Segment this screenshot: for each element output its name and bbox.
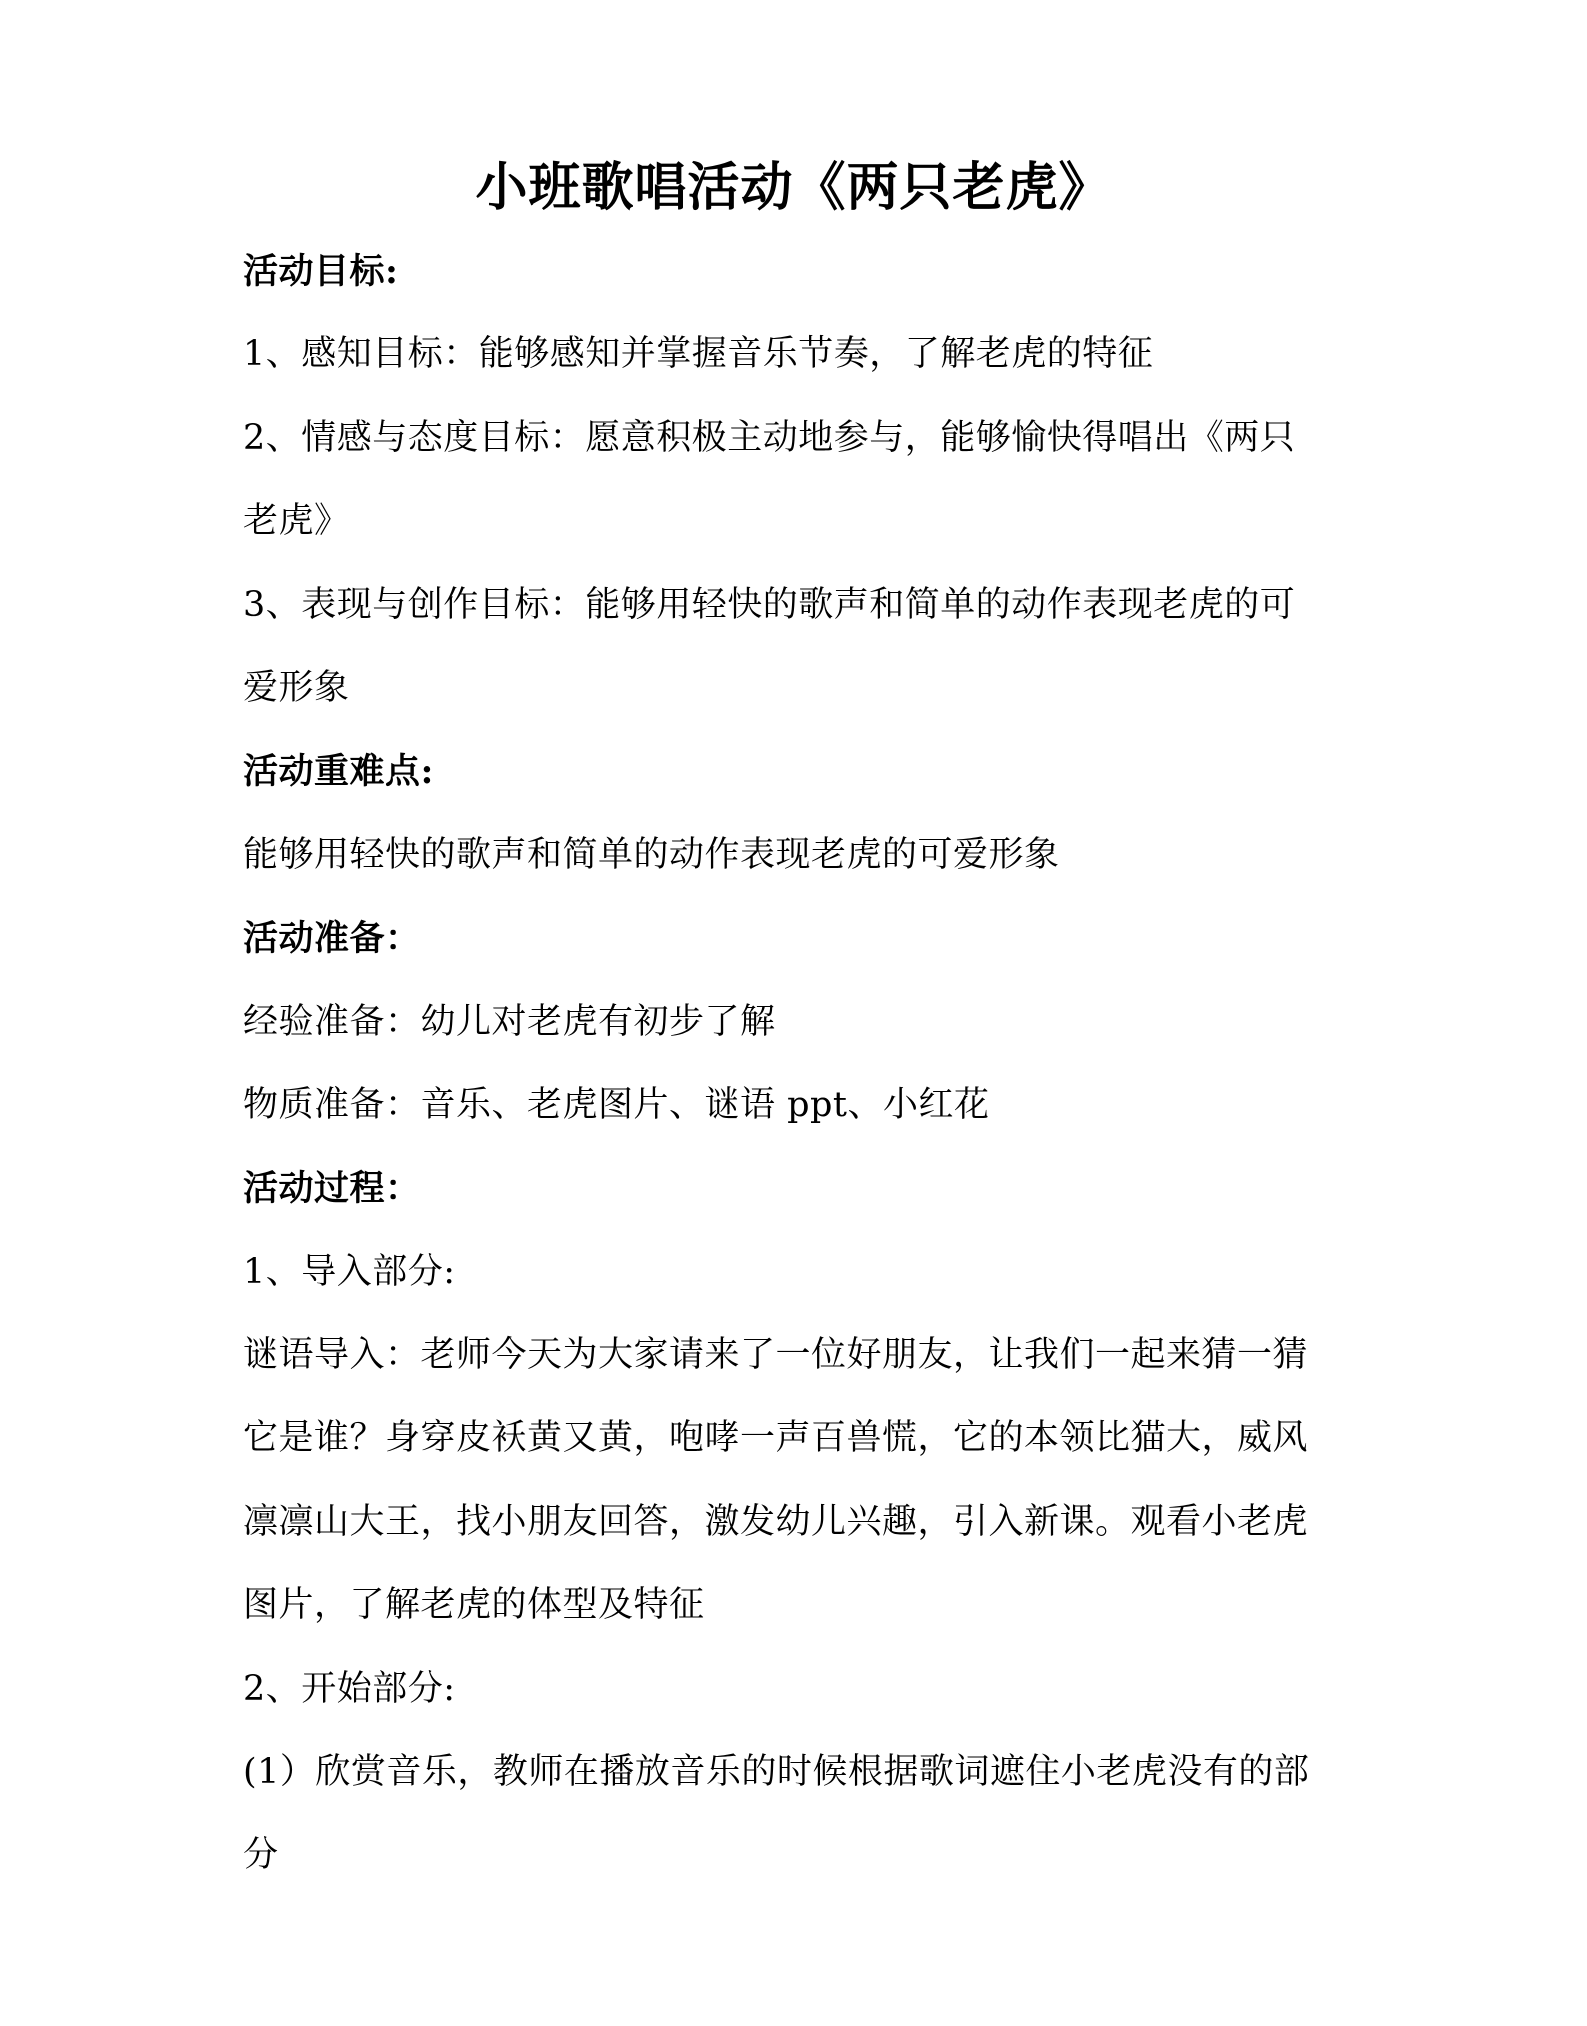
- process-step-1-text-line-4: 图片，了解老虎的体型及特征: [243, 1585, 705, 1626]
- goal-expression-line-2: 爱形象: [243, 667, 350, 708]
- preparation-materials: 物质准备：音乐、老虎图片、谜语 ppt、小红花: [243, 1084, 990, 1125]
- process-step-1-text-line-2: 它是谁？身穿皮袄黄又黄，咆哮一声百兽慌，它的本领比猫大，威风: [243, 1418, 1309, 1459]
- process-step-1-text-line-3: 凛凛山大王，找小朋友回答，激发幼儿兴趣，引入新课。观看小老虎: [243, 1501, 1309, 1542]
- process-step-1-text-line-1: 谜语导入：老师今天为大家请来了一位好朋友，让我们一起来猜一猜: [243, 1335, 1309, 1376]
- process-step-1-title: 1、导入部分:: [243, 1251, 456, 1292]
- process-step-2-item-1-line-2: 分: [243, 1835, 279, 1876]
- section-heading-key-points: 活动重难点:: [243, 751, 434, 793]
- key-points-text: 能够用轻快的歌声和简单的动作表现老虎的可爱形象: [243, 834, 1060, 875]
- section-heading-preparation: 活动准备：: [243, 918, 421, 960]
- goal-emotion-line-1: 2、情感与态度目标：愿意积极主动地参与，能够愉快得唱出《两只: [243, 417, 1296, 458]
- goal-expression-line-1: 3、表现与创作目标：能够用轻快的歌声和简单的动作表现老虎的可: [243, 584, 1296, 625]
- goal-emotion-line-2: 老虎》: [243, 501, 350, 542]
- process-step-2-item-1-line-1: (1）欣赏音乐，教师在播放音乐的时候根据歌词遮住小老虎没有的部: [243, 1752, 1310, 1793]
- section-heading-goals: 活动目标:: [243, 251, 399, 292]
- goal-perception: 1、感知目标：能够感知并掌握音乐节奏，了解老虎的特征: [243, 334, 1154, 375]
- section-heading-process: 活动过程：: [243, 1168, 421, 1210]
- document-body: [243, 230, 1355, 1898]
- document-title: 小班歌唱活动《两只老虎》: [475, 158, 1112, 218]
- process-step-2-title: 2、开始部分:: [243, 1668, 456, 1709]
- preparation-experience: 经验准备：幼儿对老虎有初步了解: [243, 1001, 776, 1042]
